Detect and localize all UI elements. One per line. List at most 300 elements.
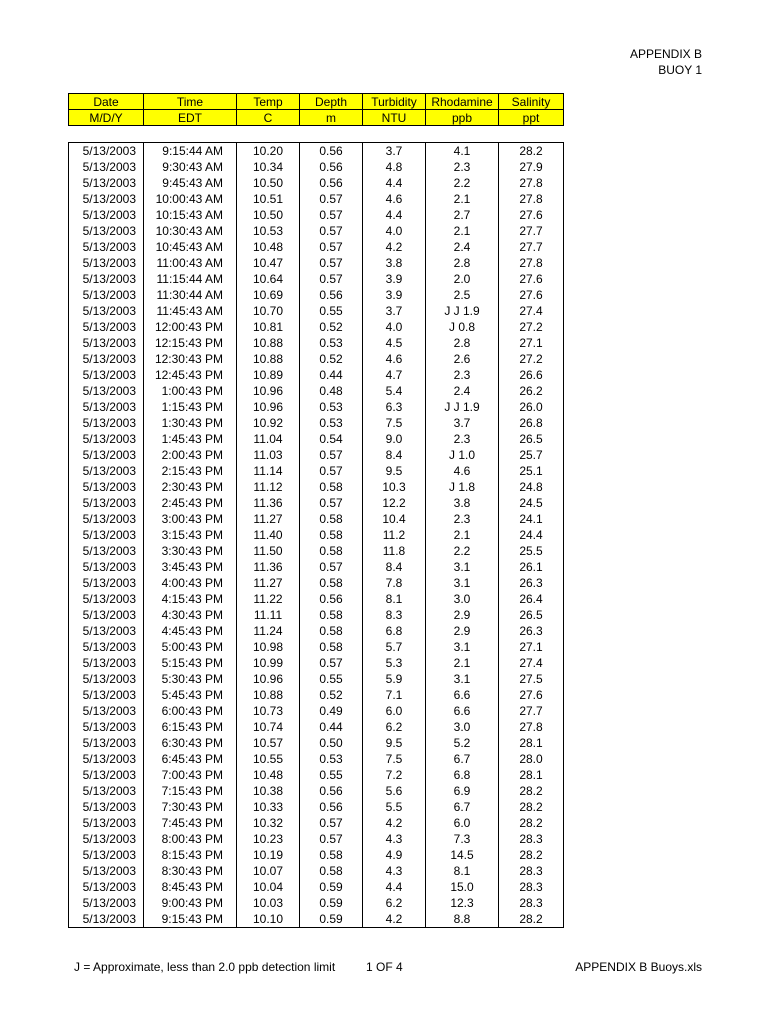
cell-depth: 0.53 — [300, 415, 363, 431]
table-row — [69, 415, 564, 431]
cell-temp: 10.50 — [237, 175, 300, 191]
cell-time: 7:00:43 PM — [144, 767, 237, 783]
cell-temp: 10.32 — [237, 815, 300, 831]
cell-salinity: 28.0 — [499, 751, 564, 767]
unit-rhodamine: ppb — [426, 110, 499, 126]
cell-time: 4:15:43 PM — [144, 591, 237, 607]
cell-turbidity: 7.1 — [363, 687, 426, 703]
cell-depth: 0.55 — [300, 671, 363, 687]
cell-salinity: 26.3 — [499, 623, 564, 639]
table-row — [69, 239, 564, 255]
cell-turbidity: 9.0 — [363, 431, 426, 447]
cell-depth: 0.57 — [300, 191, 363, 207]
cell-depth: 0.56 — [300, 783, 363, 799]
cell-turbidity: 6.0 — [363, 703, 426, 719]
cell-salinity: 27.1 — [499, 335, 564, 351]
cell-time: 8:30:43 PM — [144, 863, 237, 879]
table-row — [69, 575, 564, 591]
table-row — [69, 431, 564, 447]
cell-depth: 0.58 — [300, 543, 363, 559]
cell-depth: 0.58 — [300, 607, 363, 623]
cell-salinity: 28.2 — [499, 143, 564, 160]
cell-date: 5/13/2003 — [69, 527, 144, 543]
cell-turbidity: 6.2 — [363, 895, 426, 911]
cell-rhodamine: 2.0 — [426, 271, 499, 287]
cell-depth: 0.58 — [300, 623, 363, 639]
table-row — [69, 463, 564, 479]
cell-date: 5/13/2003 — [69, 655, 144, 671]
cell-depth: 0.57 — [300, 815, 363, 831]
cell-turbidity: 4.3 — [363, 831, 426, 847]
cell-date: 5/13/2003 — [69, 143, 144, 160]
cell-turbidity: 4.8 — [363, 159, 426, 175]
table-row — [69, 191, 564, 207]
cell-rhodamine: 6.6 — [426, 687, 499, 703]
cell-turbidity: 3.9 — [363, 287, 426, 303]
cell-temp: 10.81 — [237, 319, 300, 335]
header-name-row — [69, 94, 564, 110]
cell-salinity: 27.6 — [499, 687, 564, 703]
cell-salinity: 27.4 — [499, 655, 564, 671]
cell-rhodamine: 14.5 — [426, 847, 499, 863]
cell-depth: 0.57 — [300, 655, 363, 671]
cell-time: 3:30:43 PM — [144, 543, 237, 559]
cell-date: 5/13/2003 — [69, 607, 144, 623]
cell-turbidity: 6.2 — [363, 719, 426, 735]
cell-rhodamine: 3.1 — [426, 671, 499, 687]
table-row — [69, 815, 564, 831]
cell-depth: 0.59 — [300, 895, 363, 911]
cell-salinity: 28.3 — [499, 895, 564, 911]
cell-depth: 0.48 — [300, 383, 363, 399]
cell-depth: 0.57 — [300, 559, 363, 575]
cell-time: 10:45:43 AM — [144, 239, 237, 255]
cell-turbidity: 3.7 — [363, 303, 426, 319]
buoy-label: BUOY 1 — [658, 63, 702, 77]
header-rhodamine: Rhodamine — [426, 94, 499, 110]
cell-depth: 0.49 — [300, 703, 363, 719]
cell-rhodamine: 2.3 — [426, 159, 499, 175]
file-name: APPENDIX B Buoys.xls — [575, 960, 702, 974]
cell-temp: 10.53 — [237, 223, 300, 239]
cell-date: 5/13/2003 — [69, 479, 144, 495]
table-row — [69, 623, 564, 639]
cell-time: 11:15:44 AM — [144, 271, 237, 287]
cell-date: 5/13/2003 — [69, 335, 144, 351]
table-row — [69, 399, 564, 415]
cell-rhodamine: 3.0 — [426, 591, 499, 607]
cell-depth: 0.59 — [300, 879, 363, 895]
cell-turbidity: 7.5 — [363, 751, 426, 767]
cell-depth: 0.57 — [300, 271, 363, 287]
cell-time: 10:00:43 AM — [144, 191, 237, 207]
table-row — [69, 255, 564, 271]
cell-depth: 0.57 — [300, 495, 363, 511]
cell-date: 5/13/2003 — [69, 559, 144, 575]
cell-temp: 10.64 — [237, 271, 300, 287]
cell-depth: 0.57 — [300, 207, 363, 223]
cell-rhodamine: 8.1 — [426, 863, 499, 879]
cell-time: 11:30:44 AM — [144, 287, 237, 303]
cell-date: 5/13/2003 — [69, 863, 144, 879]
cell-rhodamine: 6.7 — [426, 799, 499, 815]
cell-depth: 0.52 — [300, 351, 363, 367]
cell-salinity: 25.5 — [499, 543, 564, 559]
cell-salinity: 24.8 — [499, 479, 564, 495]
cell-time: 4:30:43 PM — [144, 607, 237, 623]
cell-date: 5/13/2003 — [69, 495, 144, 511]
table-row — [69, 383, 564, 399]
cell-time: 1:30:43 PM — [144, 415, 237, 431]
cell-date: 5/13/2003 — [69, 719, 144, 735]
cell-date: 5/13/2003 — [69, 735, 144, 751]
cell-rhodamine: 6.9 — [426, 783, 499, 799]
cell-depth: 0.58 — [300, 511, 363, 527]
cell-date: 5/13/2003 — [69, 815, 144, 831]
cell-turbidity: 4.2 — [363, 239, 426, 255]
cell-date: 5/13/2003 — [69, 207, 144, 223]
cell-depth: 0.44 — [300, 719, 363, 735]
cell-depth: 0.53 — [300, 399, 363, 415]
cell-salinity: 28.3 — [499, 831, 564, 847]
cell-turbidity: 5.9 — [363, 671, 426, 687]
table-row — [69, 207, 564, 223]
cell-depth: 0.58 — [300, 863, 363, 879]
table-row — [69, 527, 564, 543]
cell-depth: 0.44 — [300, 367, 363, 383]
table-row — [69, 639, 564, 655]
cell-salinity: 26.0 — [499, 399, 564, 415]
table-row — [69, 143, 564, 160]
table-row — [69, 655, 564, 671]
cell-turbidity: 3.7 — [363, 143, 426, 160]
cell-turbidity: 4.2 — [363, 911, 426, 928]
cell-time: 11:45:43 AM — [144, 303, 237, 319]
cell-rhodamine: 2.8 — [426, 255, 499, 271]
cell-temp: 10.96 — [237, 399, 300, 415]
table-row — [69, 751, 564, 767]
header-date: Date — [69, 94, 144, 110]
cell-rhodamine: J 1.0 — [426, 447, 499, 463]
cell-rhodamine: 15.0 — [426, 879, 499, 895]
table-row — [69, 735, 564, 751]
cell-date: 5/13/2003 — [69, 415, 144, 431]
cell-depth: 0.56 — [300, 175, 363, 191]
cell-date: 5/13/2003 — [69, 447, 144, 463]
cell-date: 5/13/2003 — [69, 575, 144, 591]
cell-rhodamine: 2.5 — [426, 287, 499, 303]
cell-rhodamine: 4.6 — [426, 463, 499, 479]
cell-time: 11:00:43 AM — [144, 255, 237, 271]
cell-temp: 11.03 — [237, 447, 300, 463]
cell-salinity: 26.3 — [499, 575, 564, 591]
cell-rhodamine: 3.0 — [426, 719, 499, 735]
cell-temp: 10.48 — [237, 239, 300, 255]
cell-date: 5/13/2003 — [69, 351, 144, 367]
cell-salinity: 27.8 — [499, 719, 564, 735]
cell-date: 5/13/2003 — [69, 895, 144, 911]
cell-temp: 11.40 — [237, 527, 300, 543]
cell-time: 12:15:43 PM — [144, 335, 237, 351]
cell-time: 1:00:43 PM — [144, 383, 237, 399]
cell-depth: 0.50 — [300, 735, 363, 751]
cell-salinity: 28.2 — [499, 799, 564, 815]
cell-date: 5/13/2003 — [69, 687, 144, 703]
cell-salinity: 28.2 — [499, 783, 564, 799]
cell-salinity: 27.7 — [499, 239, 564, 255]
cell-date: 5/13/2003 — [69, 223, 144, 239]
table-row — [69, 879, 564, 895]
cell-salinity: 26.6 — [499, 367, 564, 383]
cell-temp: 10.19 — [237, 847, 300, 863]
cell-temp: 10.96 — [237, 383, 300, 399]
cell-depth: 0.56 — [300, 143, 363, 160]
cell-rhodamine: J 1.8 — [426, 479, 499, 495]
cell-time: 3:45:43 PM — [144, 559, 237, 575]
unit-date: M/D/Y — [69, 110, 144, 126]
cell-temp: 11.36 — [237, 495, 300, 511]
cell-salinity: 27.4 — [499, 303, 564, 319]
cell-rhodamine: J 0.8 — [426, 319, 499, 335]
cell-date: 5/13/2003 — [69, 191, 144, 207]
cell-temp: 10.99 — [237, 655, 300, 671]
cell-salinity: 28.1 — [499, 767, 564, 783]
cell-date: 5/13/2003 — [69, 287, 144, 303]
cell-rhodamine: 2.7 — [426, 207, 499, 223]
cell-depth: 0.57 — [300, 463, 363, 479]
cell-rhodamine: 2.4 — [426, 239, 499, 255]
cell-temp: 10.57 — [237, 735, 300, 751]
cell-temp: 10.50 — [237, 207, 300, 223]
cell-date: 5/13/2003 — [69, 255, 144, 271]
cell-rhodamine: 3.8 — [426, 495, 499, 511]
cell-salinity: 27.6 — [499, 207, 564, 223]
cell-temp: 10.07 — [237, 863, 300, 879]
cell-temp: 10.88 — [237, 335, 300, 351]
cell-salinity: 27.2 — [499, 319, 564, 335]
cell-depth: 0.53 — [300, 751, 363, 767]
cell-turbidity: 4.2 — [363, 815, 426, 831]
cell-temp: 10.48 — [237, 767, 300, 783]
cell-temp: 10.55 — [237, 751, 300, 767]
cell-temp: 10.23 — [237, 831, 300, 847]
cell-rhodamine: 3.1 — [426, 575, 499, 591]
cell-temp: 10.89 — [237, 367, 300, 383]
cell-time: 4:00:43 PM — [144, 575, 237, 591]
table-row — [69, 319, 564, 335]
page-number: 1 OF 4 — [366, 960, 403, 974]
data-table — [68, 142, 564, 928]
cell-time: 7:15:43 PM — [144, 783, 237, 799]
cell-depth: 0.57 — [300, 255, 363, 271]
cell-salinity: 27.6 — [499, 287, 564, 303]
cell-depth: 0.57 — [300, 831, 363, 847]
cell-depth: 0.55 — [300, 303, 363, 319]
cell-time: 9:15:44 AM — [144, 143, 237, 160]
cell-salinity: 27.5 — [499, 671, 564, 687]
cell-time: 7:45:43 PM — [144, 815, 237, 831]
cell-date: 5/13/2003 — [69, 367, 144, 383]
table-row — [69, 719, 564, 735]
unit-salinity: ppt — [499, 110, 564, 126]
column-header-table — [68, 93, 564, 126]
cell-temp: 11.12 — [237, 479, 300, 495]
cell-turbidity: 4.0 — [363, 223, 426, 239]
cell-time: 9:15:43 PM — [144, 911, 237, 928]
header-unit-row — [69, 110, 564, 126]
cell-salinity: 27.9 — [499, 159, 564, 175]
cell-time: 8:00:43 PM — [144, 831, 237, 847]
cell-turbidity: 4.6 — [363, 191, 426, 207]
cell-depth: 0.53 — [300, 335, 363, 351]
cell-salinity: 28.2 — [499, 911, 564, 928]
table-row — [69, 591, 564, 607]
cell-rhodamine: J J 1.9 — [426, 303, 499, 319]
table-row — [69, 335, 564, 351]
cell-date: 5/13/2003 — [69, 319, 144, 335]
cell-salinity: 28.2 — [499, 847, 564, 863]
cell-rhodamine: 2.1 — [426, 655, 499, 671]
cell-rhodamine: 7.3 — [426, 831, 499, 847]
cell-rhodamine: 3.7 — [426, 415, 499, 431]
cell-time: 1:15:43 PM — [144, 399, 237, 415]
cell-temp: 10.47 — [237, 255, 300, 271]
cell-temp: 10.10 — [237, 911, 300, 928]
cell-rhodamine: 2.6 — [426, 351, 499, 367]
cell-temp: 10.33 — [237, 799, 300, 815]
cell-time: 8:45:43 PM — [144, 879, 237, 895]
cell-date: 5/13/2003 — [69, 399, 144, 415]
table-row — [69, 303, 564, 319]
cell-time: 1:45:43 PM — [144, 431, 237, 447]
cell-rhodamine: 2.3 — [426, 511, 499, 527]
appendix-title: APPENDIX B — [629, 47, 702, 61]
cell-salinity: 27.8 — [499, 191, 564, 207]
cell-temp: 10.03 — [237, 895, 300, 911]
cell-turbidity: 5.4 — [363, 383, 426, 399]
cell-salinity: 26.4 — [499, 591, 564, 607]
cell-salinity: 27.2 — [499, 351, 564, 367]
cell-depth: 0.56 — [300, 159, 363, 175]
cell-date: 5/13/2003 — [69, 751, 144, 767]
cell-temp: 11.24 — [237, 623, 300, 639]
cell-turbidity: 5.3 — [363, 655, 426, 671]
table-row — [69, 687, 564, 703]
unit-turbidity: NTU — [363, 110, 426, 126]
table-row — [69, 447, 564, 463]
cell-time: 2:00:43 PM — [144, 447, 237, 463]
cell-rhodamine: 2.9 — [426, 607, 499, 623]
table-row — [69, 607, 564, 623]
cell-time: 5:30:43 PM — [144, 671, 237, 687]
cell-turbidity: 5.5 — [363, 799, 426, 815]
table-row — [69, 671, 564, 687]
cell-time: 6:30:43 PM — [144, 735, 237, 751]
cell-date: 5/13/2003 — [69, 783, 144, 799]
table-row — [69, 175, 564, 191]
cell-time: 9:45:43 AM — [144, 175, 237, 191]
cell-time: 10:30:43 AM — [144, 223, 237, 239]
cell-turbidity: 10.3 — [363, 479, 426, 495]
cell-depth: 0.58 — [300, 527, 363, 543]
cell-turbidity: 6.3 — [363, 399, 426, 415]
cell-salinity: 26.5 — [499, 607, 564, 623]
cell-temp: 10.88 — [237, 687, 300, 703]
cell-rhodamine: 2.4 — [426, 383, 499, 399]
cell-salinity: 28.3 — [499, 863, 564, 879]
cell-turbidity: 4.0 — [363, 319, 426, 335]
cell-rhodamine: 6.0 — [426, 815, 499, 831]
cell-salinity: 28.1 — [499, 735, 564, 751]
cell-rhodamine: 3.1 — [426, 559, 499, 575]
cell-rhodamine: J J 1.9 — [426, 399, 499, 415]
cell-time: 3:15:43 PM — [144, 527, 237, 543]
cell-date: 5/13/2003 — [69, 671, 144, 687]
cell-date: 5/13/2003 — [69, 831, 144, 847]
table-row — [69, 767, 564, 783]
cell-date: 5/13/2003 — [69, 591, 144, 607]
table-row — [69, 799, 564, 815]
cell-date: 5/13/2003 — [69, 303, 144, 319]
table-row — [69, 559, 564, 575]
table-row — [69, 511, 564, 527]
cell-date: 5/13/2003 — [69, 239, 144, 255]
cell-date: 5/13/2003 — [69, 543, 144, 559]
cell-rhodamine: 2.8 — [426, 335, 499, 351]
cell-salinity: 26.2 — [499, 383, 564, 399]
appendix-header — [630, 46, 702, 78]
cell-date: 5/13/2003 — [69, 623, 144, 639]
cell-turbidity: 8.3 — [363, 607, 426, 623]
cell-temp: 11.14 — [237, 463, 300, 479]
cell-rhodamine: 2.2 — [426, 175, 499, 191]
cell-temp: 10.88 — [237, 351, 300, 367]
cell-date: 5/13/2003 — [69, 767, 144, 783]
cell-depth: 0.54 — [300, 431, 363, 447]
cell-depth: 0.57 — [300, 223, 363, 239]
cell-depth: 0.58 — [300, 847, 363, 863]
header-time: Time — [144, 94, 237, 110]
cell-date: 5/13/2003 — [69, 511, 144, 527]
cell-salinity: 24.1 — [499, 511, 564, 527]
cell-rhodamine: 2.3 — [426, 431, 499, 447]
cell-salinity: 25.1 — [499, 463, 564, 479]
cell-rhodamine: 6.8 — [426, 767, 499, 783]
cell-temp: 10.69 — [237, 287, 300, 303]
cell-temp: 10.38 — [237, 783, 300, 799]
cell-rhodamine: 6.6 — [426, 703, 499, 719]
table-row — [69, 159, 564, 175]
cell-salinity: 24.5 — [499, 495, 564, 511]
cell-turbidity: 8.1 — [363, 591, 426, 607]
cell-turbidity: 9.5 — [363, 463, 426, 479]
footnote: J = Approximate, less than 2.0 ppb detection limit — [74, 960, 336, 974]
cell-turbidity: 12.2 — [363, 495, 426, 511]
cell-time: 6:00:43 PM — [144, 703, 237, 719]
unit-depth: m — [300, 110, 363, 126]
cell-salinity: 27.7 — [499, 703, 564, 719]
cell-time: 2:45:43 PM — [144, 495, 237, 511]
cell-turbidity: 4.7 — [363, 367, 426, 383]
cell-depth: 0.58 — [300, 575, 363, 591]
cell-temp: 11.11 — [237, 607, 300, 623]
header-salinity: Salinity — [499, 94, 564, 110]
cell-temp: 10.20 — [237, 143, 300, 160]
cell-depth: 0.55 — [300, 767, 363, 783]
cell-temp: 10.04 — [237, 879, 300, 895]
cell-turbidity: 4.4 — [363, 175, 426, 191]
cell-temp: 10.73 — [237, 703, 300, 719]
